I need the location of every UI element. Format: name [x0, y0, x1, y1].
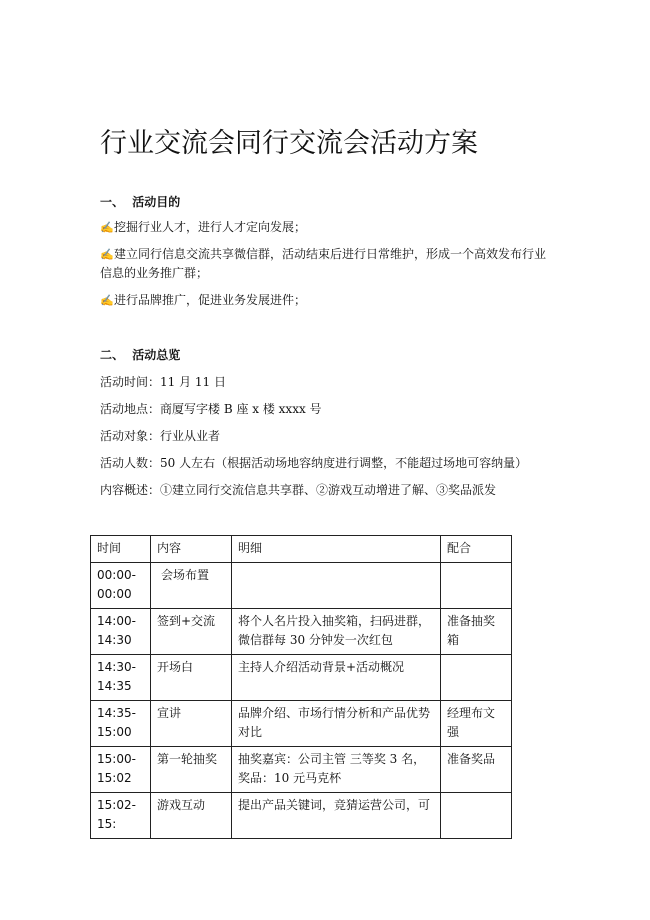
header-detail: 明细 — [232, 536, 441, 563]
table-header-row — [91, 536, 512, 563]
cell-content: 游戏互动 — [151, 793, 232, 839]
table-row — [91, 609, 512, 655]
bullet-text: 挖掘行业人才，进行人才定向发展； — [114, 220, 307, 234]
overview-audience: 活动对象：行业从业者 — [100, 429, 221, 443]
pen-bullet-icon: ✍ — [100, 248, 114, 261]
cell-detail: 主持人介绍活动背景+活动概况 — [232, 655, 441, 701]
cell-support — [441, 793, 512, 839]
section-1-title: 活动目的 — [132, 195, 181, 209]
cell-detail — [232, 563, 441, 609]
cell-support: 准备奖品 — [441, 747, 512, 793]
overview-summary: 内容概述：①建立同行交流信息共享群、②游戏互动增进了解、③奖品派发 — [100, 483, 497, 497]
table-row — [91, 793, 512, 839]
bullet-item — [100, 218, 555, 237]
header-content: 内容 — [151, 536, 232, 563]
cell-content: 开场白 — [151, 655, 232, 701]
bullet-text: 进行品牌推广，促进业务发展进件； — [114, 293, 307, 307]
cell-detail: 将个人名片投入抽奖箱，扫码进群，微信群每 30 分钟发一次红包 — [232, 609, 441, 655]
pen-bullet-icon: ✍ — [100, 221, 114, 234]
pen-bullet-icon: ✍ — [100, 294, 114, 307]
cell-time: 14:35-15:00 — [91, 701, 151, 747]
bullet-text: 建立同行信息交流共享微信群，活动结束后进行日常维护，形成一个高效发布行业信息的业务推广群； — [100, 247, 547, 280]
table-row — [91, 747, 512, 793]
schedule-table — [90, 535, 512, 839]
section-2-heading — [100, 346, 180, 363]
overview-location: 活动地点：商厦写字楼 B 座 x 楼 xxxx 号 — [100, 402, 322, 416]
cell-support: 准备抽奖箱 — [441, 609, 512, 655]
section-2-title: 活动总览 — [132, 348, 181, 362]
cell-content — [151, 563, 232, 609]
cell-content: 第一轮抽奖 — [151, 747, 232, 793]
cell-time: 14:30-14:35 — [91, 655, 151, 701]
cell-detail: 提出产品关键词，竞猜运营公司，可 — [232, 793, 441, 839]
cell-time: 00:00-00:00 — [91, 563, 151, 609]
cell-support — [441, 563, 512, 609]
document-title: 行业交流会同行交流会活动方案 — [100, 128, 478, 159]
overview-time: 活动时间：11 月 11 日 — [100, 375, 226, 389]
cell-support: 经理布文强 — [441, 701, 512, 747]
cell-time: 15:00-15:02 — [91, 747, 151, 793]
table-row — [91, 563, 512, 609]
cell-content: 签到+交流 — [151, 609, 232, 655]
header-time: 时间 — [91, 536, 151, 563]
bullet-item — [100, 291, 555, 310]
section-1-heading — [100, 193, 180, 210]
cell-detail: 抽奖嘉宾：公司主管 三等奖 3 名，奖品：10 元马克杯 — [232, 747, 441, 793]
header-support: 配合 — [441, 536, 512, 563]
section-2-number: 二、 — [100, 348, 125, 362]
section-1-number: 一、 — [100, 195, 125, 209]
cell-content: 宣讲 — [151, 701, 232, 747]
cell-support — [441, 655, 512, 701]
overview-headcount: 活动人数：50 人左右（根据活动场地容纳度进行调整，不能超过场地可容纳量） — [100, 456, 528, 470]
table-row — [91, 655, 512, 701]
cell-detail: 品牌介绍、市场行情分析和产品优势对比 — [232, 701, 441, 747]
bullet-item — [100, 245, 555, 283]
cell-content-text: 会场布置 — [161, 568, 210, 582]
cell-time: 14:00-14:30 — [91, 609, 151, 655]
cell-time: 15:02-15: — [91, 793, 151, 839]
table-row — [91, 701, 512, 747]
